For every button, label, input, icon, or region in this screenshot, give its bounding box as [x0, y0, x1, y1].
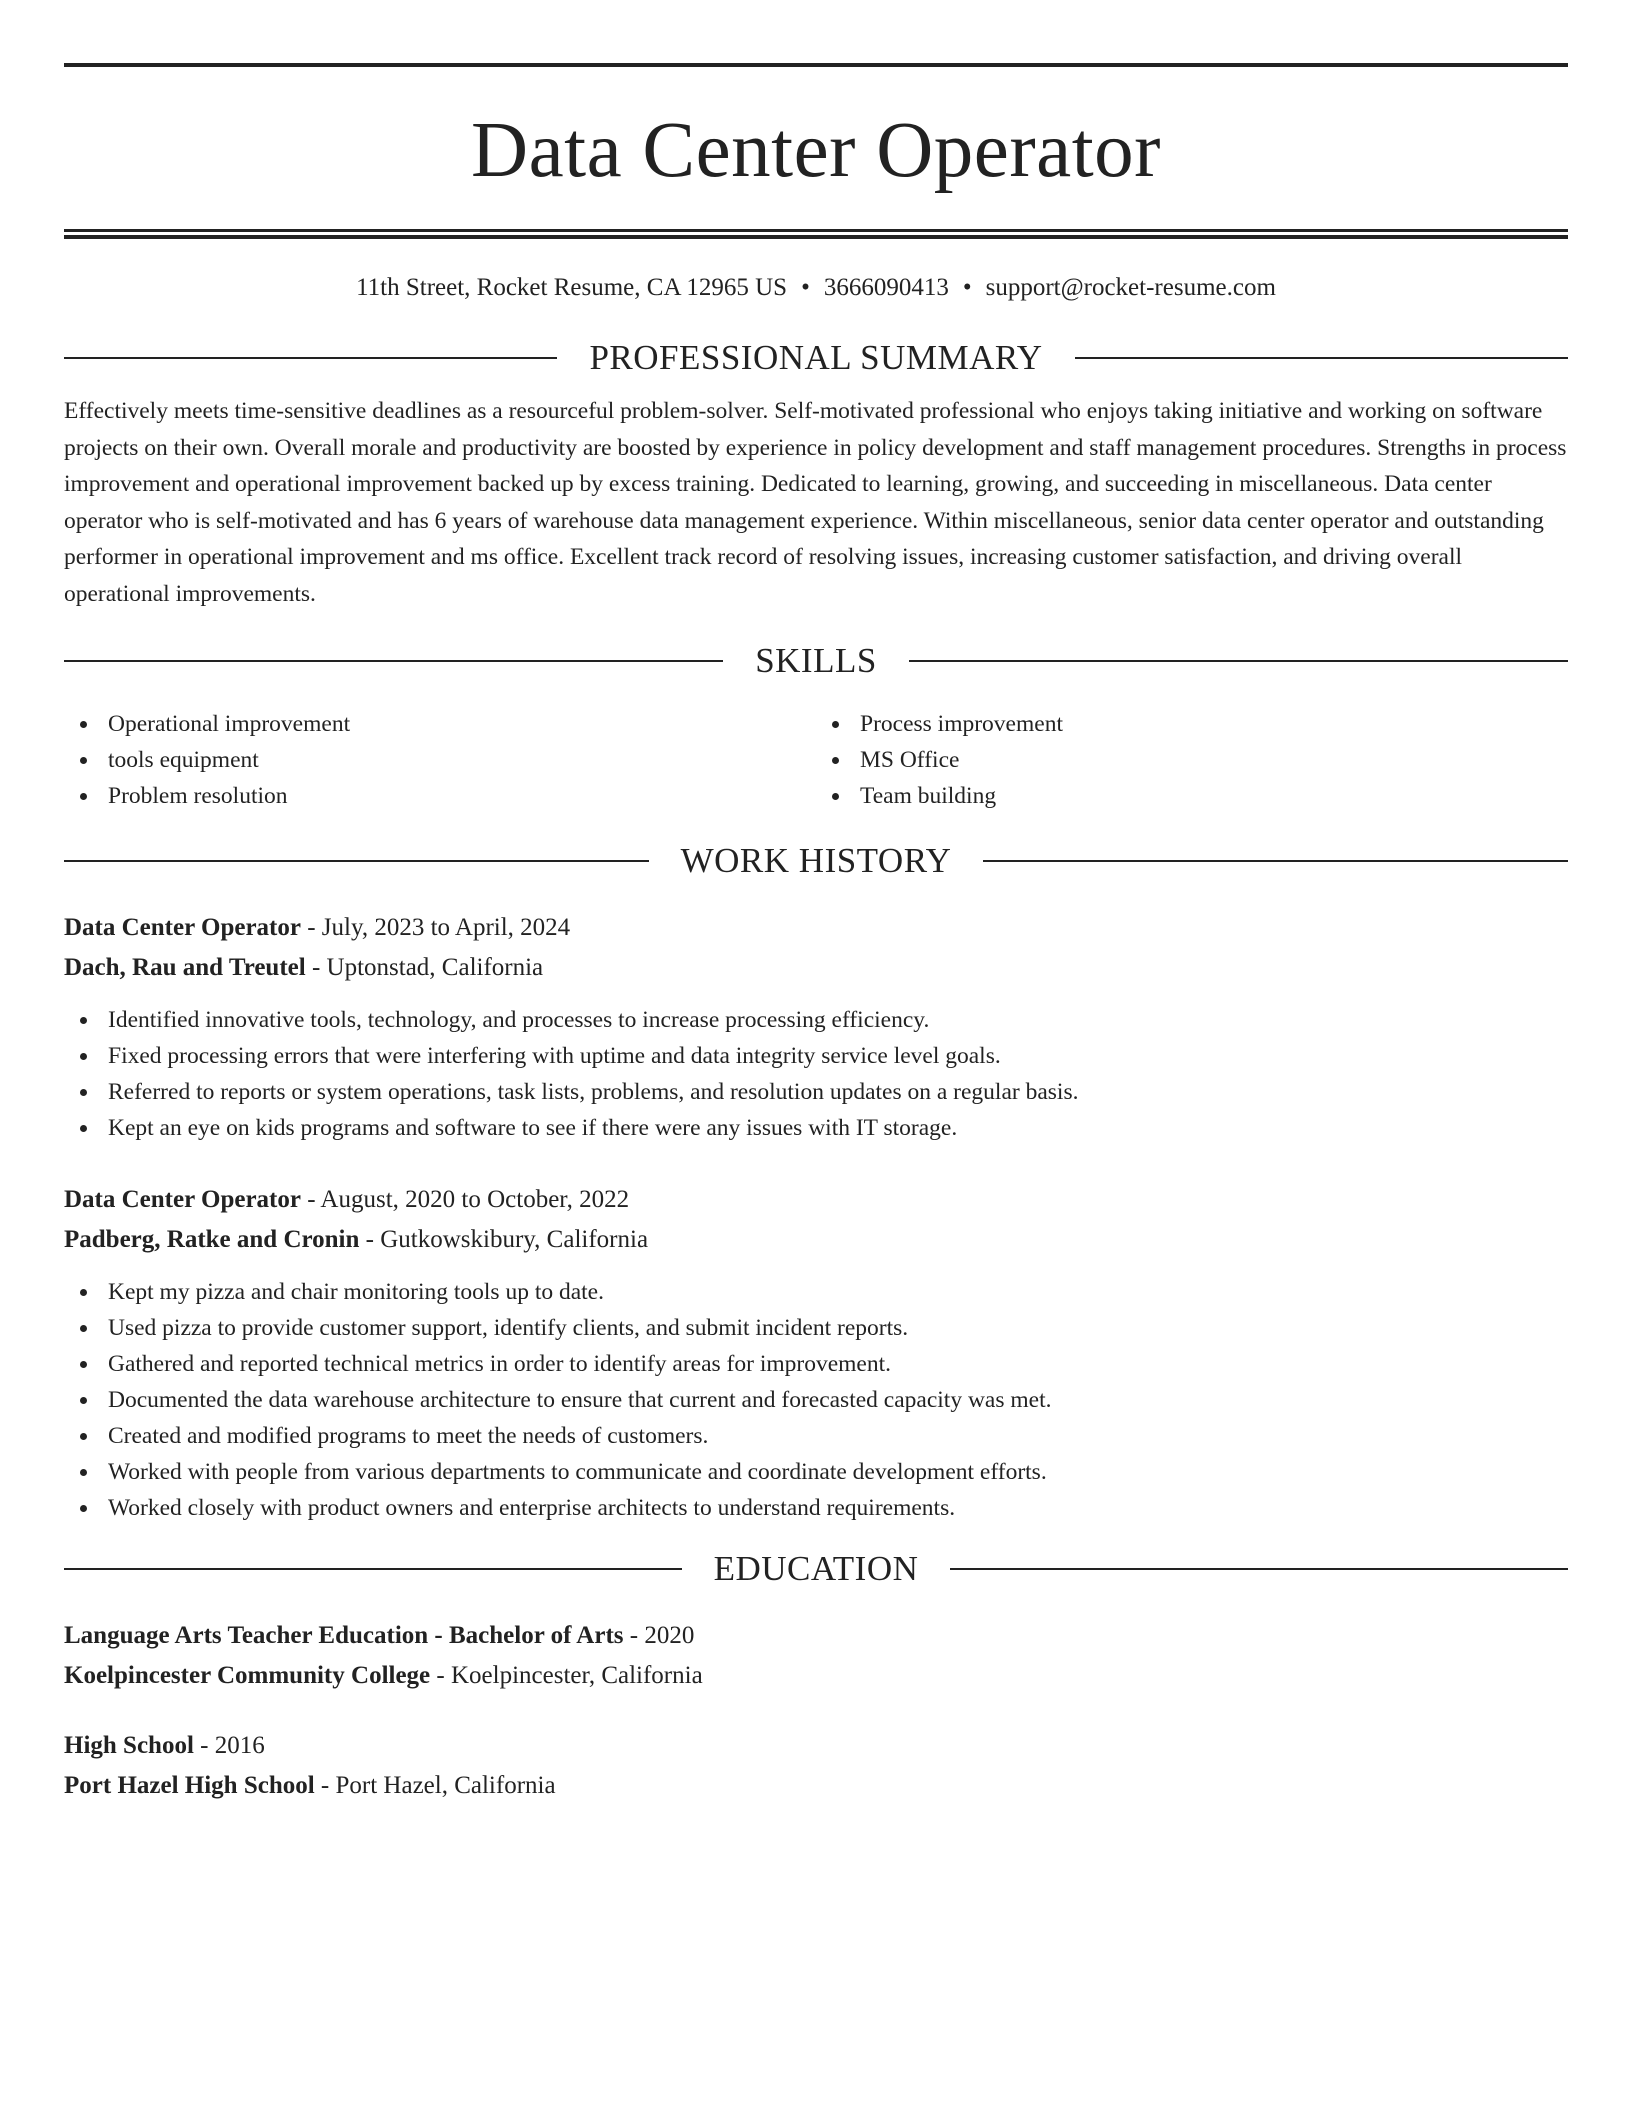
skill-item: Operational improvement: [64, 706, 816, 742]
education-school-line: Port Hazel High School - Port Hazel, California: [64, 1772, 556, 1799]
summary-section-heading: [64, 333, 1568, 383]
summary-paragraph: Effectively meets time-sensitive deadlines as a resourceful problem-solver. Self-motivated professional who enjoys taking initiative and working on software projects on their own. Overall morale and productivity are boosted by experience in policy development and staff management procedures. Strengths in process improvement and operational improvement backed up by excess training. Dedicated to learning, growing, and succeeding in miscellaneous. Data center operator who is self-motivated and has 6 years of warehouse data management experience. Within miscellaneous, senior data center operator and outstanding performer in operational improvement and ms office. Excellent track record of resolving issues, increasing customer satisfaction, and driving overall operational improvements.: [64, 398, 1567, 607]
skills-column-right: [816, 706, 1568, 814]
job-bullet: Documented the data warehouse architecture to ensure that current and forecasted capacity was met.: [64, 1382, 1568, 1418]
divider-line: [64, 1568, 682, 1570]
job-company: Dach, Rau and Treutel: [64, 954, 306, 981]
job-bullet: Created and modified programs to meet the needs of customers.: [64, 1418, 1568, 1454]
job-bullet: Worked closely with product owners and enterprise architects to understand requirements.: [64, 1490, 1568, 1526]
contact-address: 11th Street, Rocket Resume, CA 12965 US: [356, 274, 788, 301]
skills-column-left: [64, 706, 816, 814]
education-school-line: Koelpincester Community College - Koelpincester, California: [64, 1662, 703, 1689]
divider-line: [64, 660, 723, 662]
job-title: Data Center Operator: [64, 914, 301, 941]
education-degree-line: Language Arts Teacher Education - Bachelor of Arts - 2020: [64, 1622, 695, 1649]
job-bullets: [64, 1002, 1568, 1146]
education-section-heading: [64, 1544, 1568, 1594]
job-bullet: Used pizza to provide customer support, identify clients, and submit incident reports.: [64, 1310, 1568, 1346]
job-title-line: Data Center Operator - August, 2020 to October, 2022: [64, 1186, 630, 1213]
job-bullet: Referred to reports or system operations, task lists, problems, and resolution updates on a regular basis.: [64, 1074, 1568, 1110]
divider-line: [909, 660, 1568, 662]
divider-line: [1075, 357, 1568, 359]
education-location: Port Hazel, California: [335, 1772, 556, 1799]
job-bullet: Kept my pizza and chair monitoring tools up to date.: [64, 1274, 1568, 1310]
skill-item: Team building: [816, 778, 1568, 814]
education-section-title: EDUCATION: [713, 1549, 919, 1588]
skills-section-heading: [64, 636, 1568, 686]
skill-item: Process improvement: [816, 706, 1568, 742]
education-year: 2020: [644, 1622, 695, 1649]
education-year: 2016: [214, 1732, 265, 1759]
job-company: Padberg, Ratke and Cronin: [64, 1226, 360, 1253]
job-bullet: Gathered and reported technical metrics in order to identify areas for improvement.: [64, 1346, 1568, 1382]
job-location: Uptonstad, California: [326, 954, 544, 981]
education-degree-line: High School - 2016: [64, 1732, 265, 1759]
job-dates: July, 2023 to April, 2024: [321, 914, 571, 941]
work-section-title: WORK HISTORY: [680, 841, 952, 880]
education-degree: Language Arts Teacher Education - Bachelor of Arts: [64, 1622, 624, 1649]
job-entry: [64, 1180, 1568, 1526]
job-bullet: Kept an eye on kids programs and software to see if there were any issues with IT storage.: [64, 1110, 1568, 1146]
contact-separator: •: [962, 274, 972, 301]
contact-separator: •: [801, 274, 810, 301]
job-dates: August, 2020 to October, 2022: [320, 1186, 630, 1213]
skill-item: Problem resolution: [64, 778, 816, 814]
skill-item: MS Office: [816, 742, 1568, 778]
job-title: Data Center Operator: [64, 1186, 301, 1213]
divider-line: [64, 860, 649, 862]
contact-line: [64, 271, 1568, 305]
skills-list: [64, 706, 1568, 814]
contact-phone: 3666090413: [823, 274, 949, 301]
summary-section-title: PROFESSIONAL SUMMARY: [589, 338, 1043, 377]
double-rule: [64, 229, 1568, 239]
divider-line: [64, 357, 557, 359]
resume-name: Data Center Operator: [471, 107, 1161, 194]
skill-item: tools equipment: [64, 742, 816, 778]
job-company-line: Padberg, Ratke and Cronin - Gutkowskibury, California: [64, 1226, 649, 1253]
job-bullets: [64, 1274, 1568, 1526]
job-bullet: Worked with people from various departments to communicate and coordinate development efforts.: [64, 1454, 1568, 1490]
job-location: Gutkowskibury, California: [380, 1226, 649, 1253]
job-entry: [64, 908, 1568, 1146]
education-entry: [64, 1616, 1568, 1696]
work-section-heading: [64, 836, 1568, 886]
education-degree: High School: [64, 1732, 194, 1759]
divider-line: [950, 1568, 1568, 1570]
job-title-line: Data Center Operator - July, 2023 to April, 2024: [64, 914, 571, 941]
job-bullet: Identified innovative tools, technology, and processes to increase processing efficiency.: [64, 1002, 1568, 1038]
job-company-line: Dach, Rau and Treutel - Uptonstad, California: [64, 954, 544, 981]
education-location: Koelpincester, California: [450, 1662, 703, 1689]
top-rule: [64, 63, 1568, 67]
skills-section-title: SKILLS: [755, 641, 877, 680]
education-school: Koelpincester Community College: [64, 1662, 431, 1689]
education-entry: [64, 1726, 1568, 1806]
education-school: Port Hazel High School: [64, 1772, 315, 1799]
job-bullet: Fixed processing errors that were interfering with uptime and data integrity service level goals.: [64, 1038, 1568, 1074]
divider-line: [983, 860, 1568, 862]
contact-email: support@rocket-resume.com: [985, 274, 1276, 301]
